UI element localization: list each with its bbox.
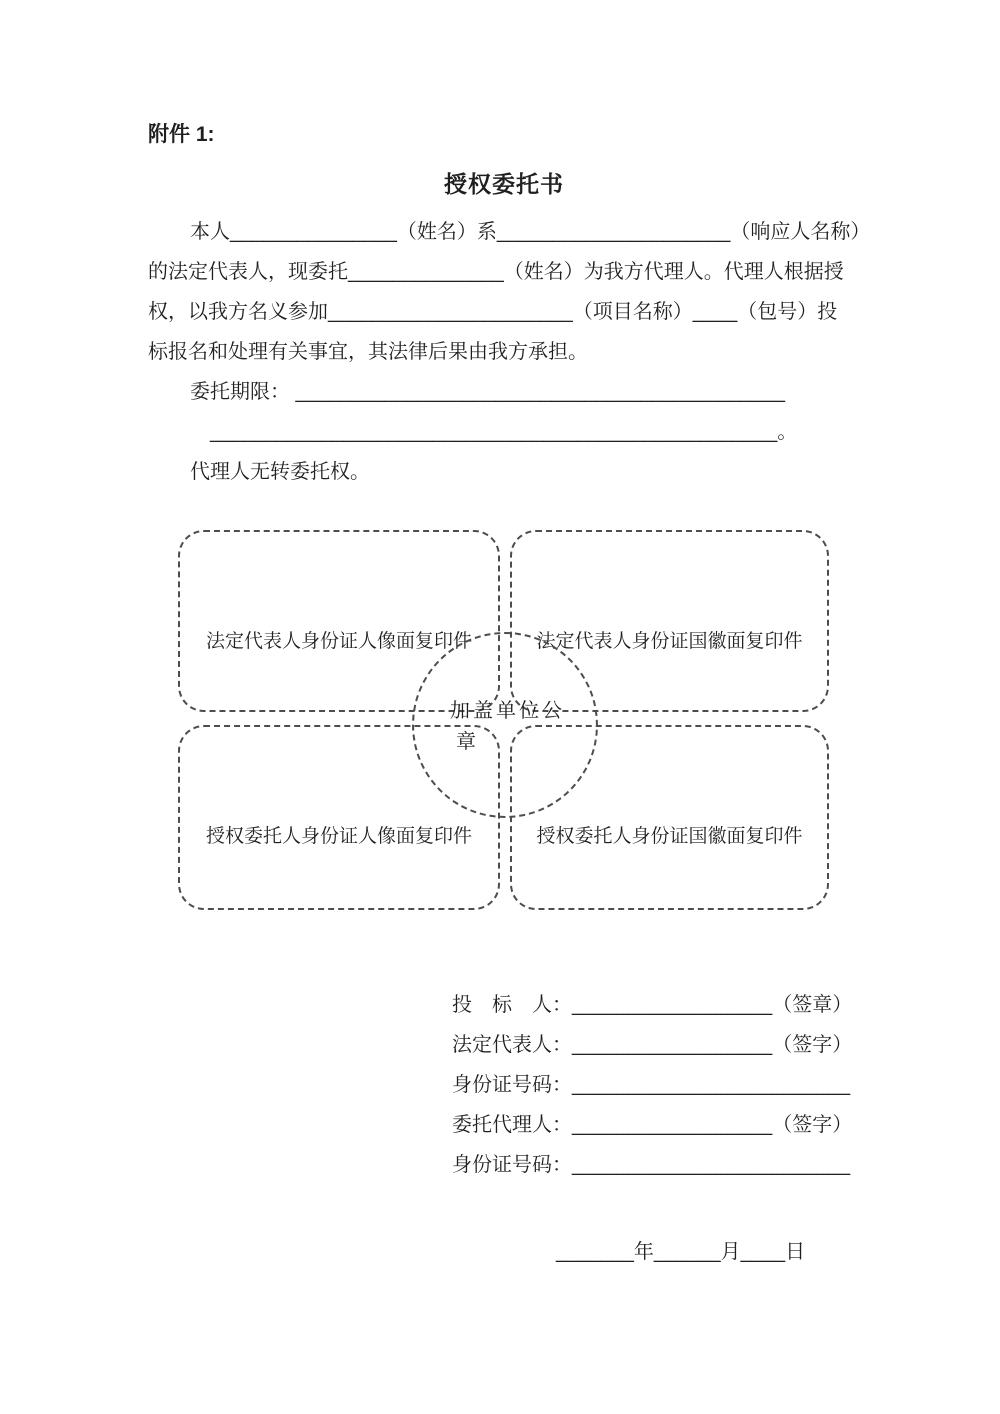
signature-label: 投 标 人： xyxy=(452,994,572,1016)
copy-box-label: 授权委托人身份证国徽面复印件 xyxy=(536,826,803,847)
signature-label: 法定代表人： xyxy=(452,1034,572,1056)
seal-text-line-1: 加盖单位公 xyxy=(450,700,565,722)
signature-suffix: （签字） xyxy=(772,1114,853,1136)
copy-box-label: 法定代表人身份证国徽面复印件 xyxy=(536,631,803,652)
signature-blank: _________________________ xyxy=(572,1074,851,1096)
body-paragraph xyxy=(148,212,871,492)
signature-label: 身份证号码： xyxy=(452,1154,572,1176)
signature-row-legal-rep-id xyxy=(452,1065,852,1105)
entrust-period-line: 委托期限： ____________________________________________ xyxy=(190,381,785,403)
paragraph-line-3: 权，以我方名义参加______________________（项目名称）____（包号）投 xyxy=(148,301,838,323)
copy-box-label: 授权委托人身份证人像面复印件 xyxy=(205,826,472,847)
date-line: _______年______月____日 xyxy=(556,1241,806,1263)
signature-blank: _________________________ xyxy=(572,1154,851,1176)
signature-label: 委托代理人： xyxy=(452,1114,572,1136)
signature-row-agent-id xyxy=(452,1145,852,1185)
document-title: 授权委托书 xyxy=(444,171,564,197)
signature-blank: __________________ xyxy=(572,994,773,1016)
entrust-period-continuation-line: ___________________________________________________。 xyxy=(210,421,798,443)
signature-blank: __________________ xyxy=(572,1034,773,1056)
signature-suffix: （签章） xyxy=(772,994,853,1016)
signature-blank: __________________ xyxy=(572,1114,773,1136)
seal-text-line-2: 章 xyxy=(456,731,476,753)
signature-suffix: （签字） xyxy=(772,1034,853,1056)
signature-row-legal-rep xyxy=(452,1025,852,1065)
signature-row-bidder xyxy=(452,985,852,1025)
paragraph-line-2: 的法定代表人，现委托______________（姓名）为我方代理人。代理人根据授 xyxy=(148,261,844,283)
seal-instruction-text xyxy=(450,696,565,758)
company-seal-circle xyxy=(412,632,598,818)
attachment-label: 附件 1: xyxy=(148,123,215,146)
paragraph-line-4: 标报名和处理有关事宜，其法律后果由我方承担。 xyxy=(148,341,588,363)
no-subdelegation-line: 代理人无转委托权。 xyxy=(190,461,370,483)
signature-block xyxy=(452,985,852,1185)
paragraph-line-1: 本人_______________（姓名）系_____________________（响应人名称） xyxy=(190,221,871,243)
signature-label: 身份证号码： xyxy=(452,1074,572,1096)
signature-row-agent xyxy=(452,1105,852,1145)
copy-box-label: 法定代表人身份证人像面复印件 xyxy=(205,631,472,652)
